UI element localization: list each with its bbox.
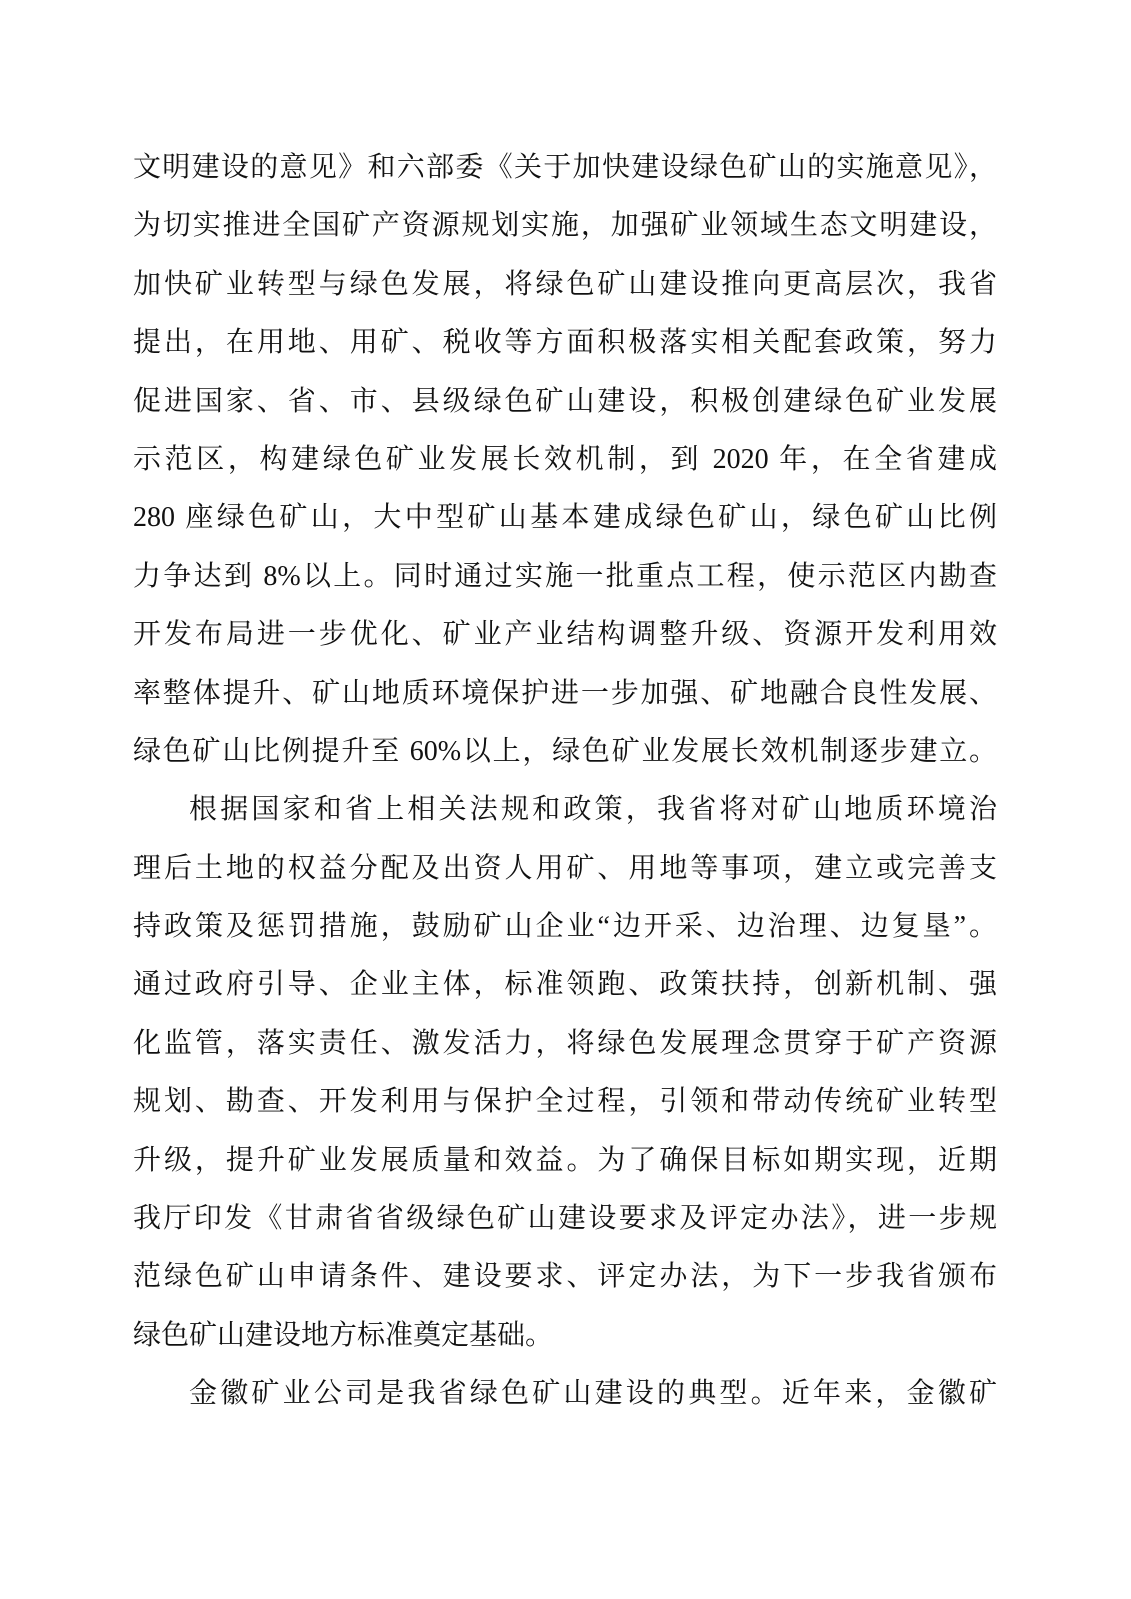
text-line: 力争达到 8%以上。同时通过实施一批重点工程，使示范区内勘查	[133, 560, 997, 592]
text-line: 示范区，构建绿色矿业发展长效机制，到 2020 年，在全省建成	[133, 443, 997, 475]
text-line: 率整体提升、矿山地质环境保护进一步加强、矿地融合良性发展、	[133, 677, 997, 709]
text-line: 加快矿业转型与绿色发展，将绿色矿山建设推向更高层次，我省	[133, 268, 997, 300]
text-line: 绿色矿山建设地方标准奠定基础。	[133, 1319, 554, 1351]
text-line: 规划、勘查、开发利用与保护全过程，引领和带动传统矿业转型	[133, 1086, 997, 1118]
text-line: 提出，在用地、用矿、税收等方面积极落实相关配套政策，努力	[133, 327, 997, 359]
text-line: 升级，提升矿业发展质量和效益。为了确保目标如期实现，近期	[133, 1144, 997, 1176]
text-line: 根据国家和省上相关法规和政策，我省将对矿山地质环境治	[189, 794, 997, 826]
text-line: 促进国家、省、市、县级绿色矿山建设，积极创建绿色矿业发展	[133, 385, 997, 417]
text-line: 开发布局进一步优化、矿业产业结构调整升级、资源开发利用效	[133, 619, 997, 651]
text-line: 绿色矿山比例提升至 60%以上，绿色矿业发展长效机制逐步建立。	[133, 735, 997, 767]
document-body	[133, 139, 997, 1424]
text-line: 化监管，落实责任、激发活力，将绿色发展理念贯穿于矿产资源	[133, 1027, 997, 1059]
paragraph	[133, 139, 997, 781]
text-line: 金徽矿业公司是我省绿色矿山建设的典型。近年来，金徽矿	[189, 1378, 997, 1410]
text-line: 为切实推进全国矿产资源规划实施，加强矿业领域生态文明建设，	[133, 210, 997, 242]
text-line: 通过政府引导、企业主体，标准领跑、政策扶持，创新机制、强	[133, 969, 997, 1001]
text-line: 文明建设的意见》和六部委《关于加快建设绿色矿山的实施意见》，	[133, 152, 997, 183]
text-line: 范绿色矿山申请条件、建设要求、评定办法，为下一步我省颁布	[133, 1261, 997, 1293]
text-line: 持政策及惩罚措施，鼓励矿山企业“边开采、边治理、边复垦”。	[133, 911, 997, 943]
text-line: 280 座绿色矿山，大中型矿山基本建成绿色矿山，绿色矿山比例	[133, 502, 997, 534]
text-line: 我厅印发《甘肃省省级绿色矿山建设要求及评定办法》，进一步规	[133, 1203, 997, 1235]
text-line: 理后土地的权益分配及出资人用矿、用地等事项，建立或完善支	[133, 852, 997, 884]
paragraph	[133, 781, 997, 1365]
paragraph	[133, 1365, 997, 1423]
